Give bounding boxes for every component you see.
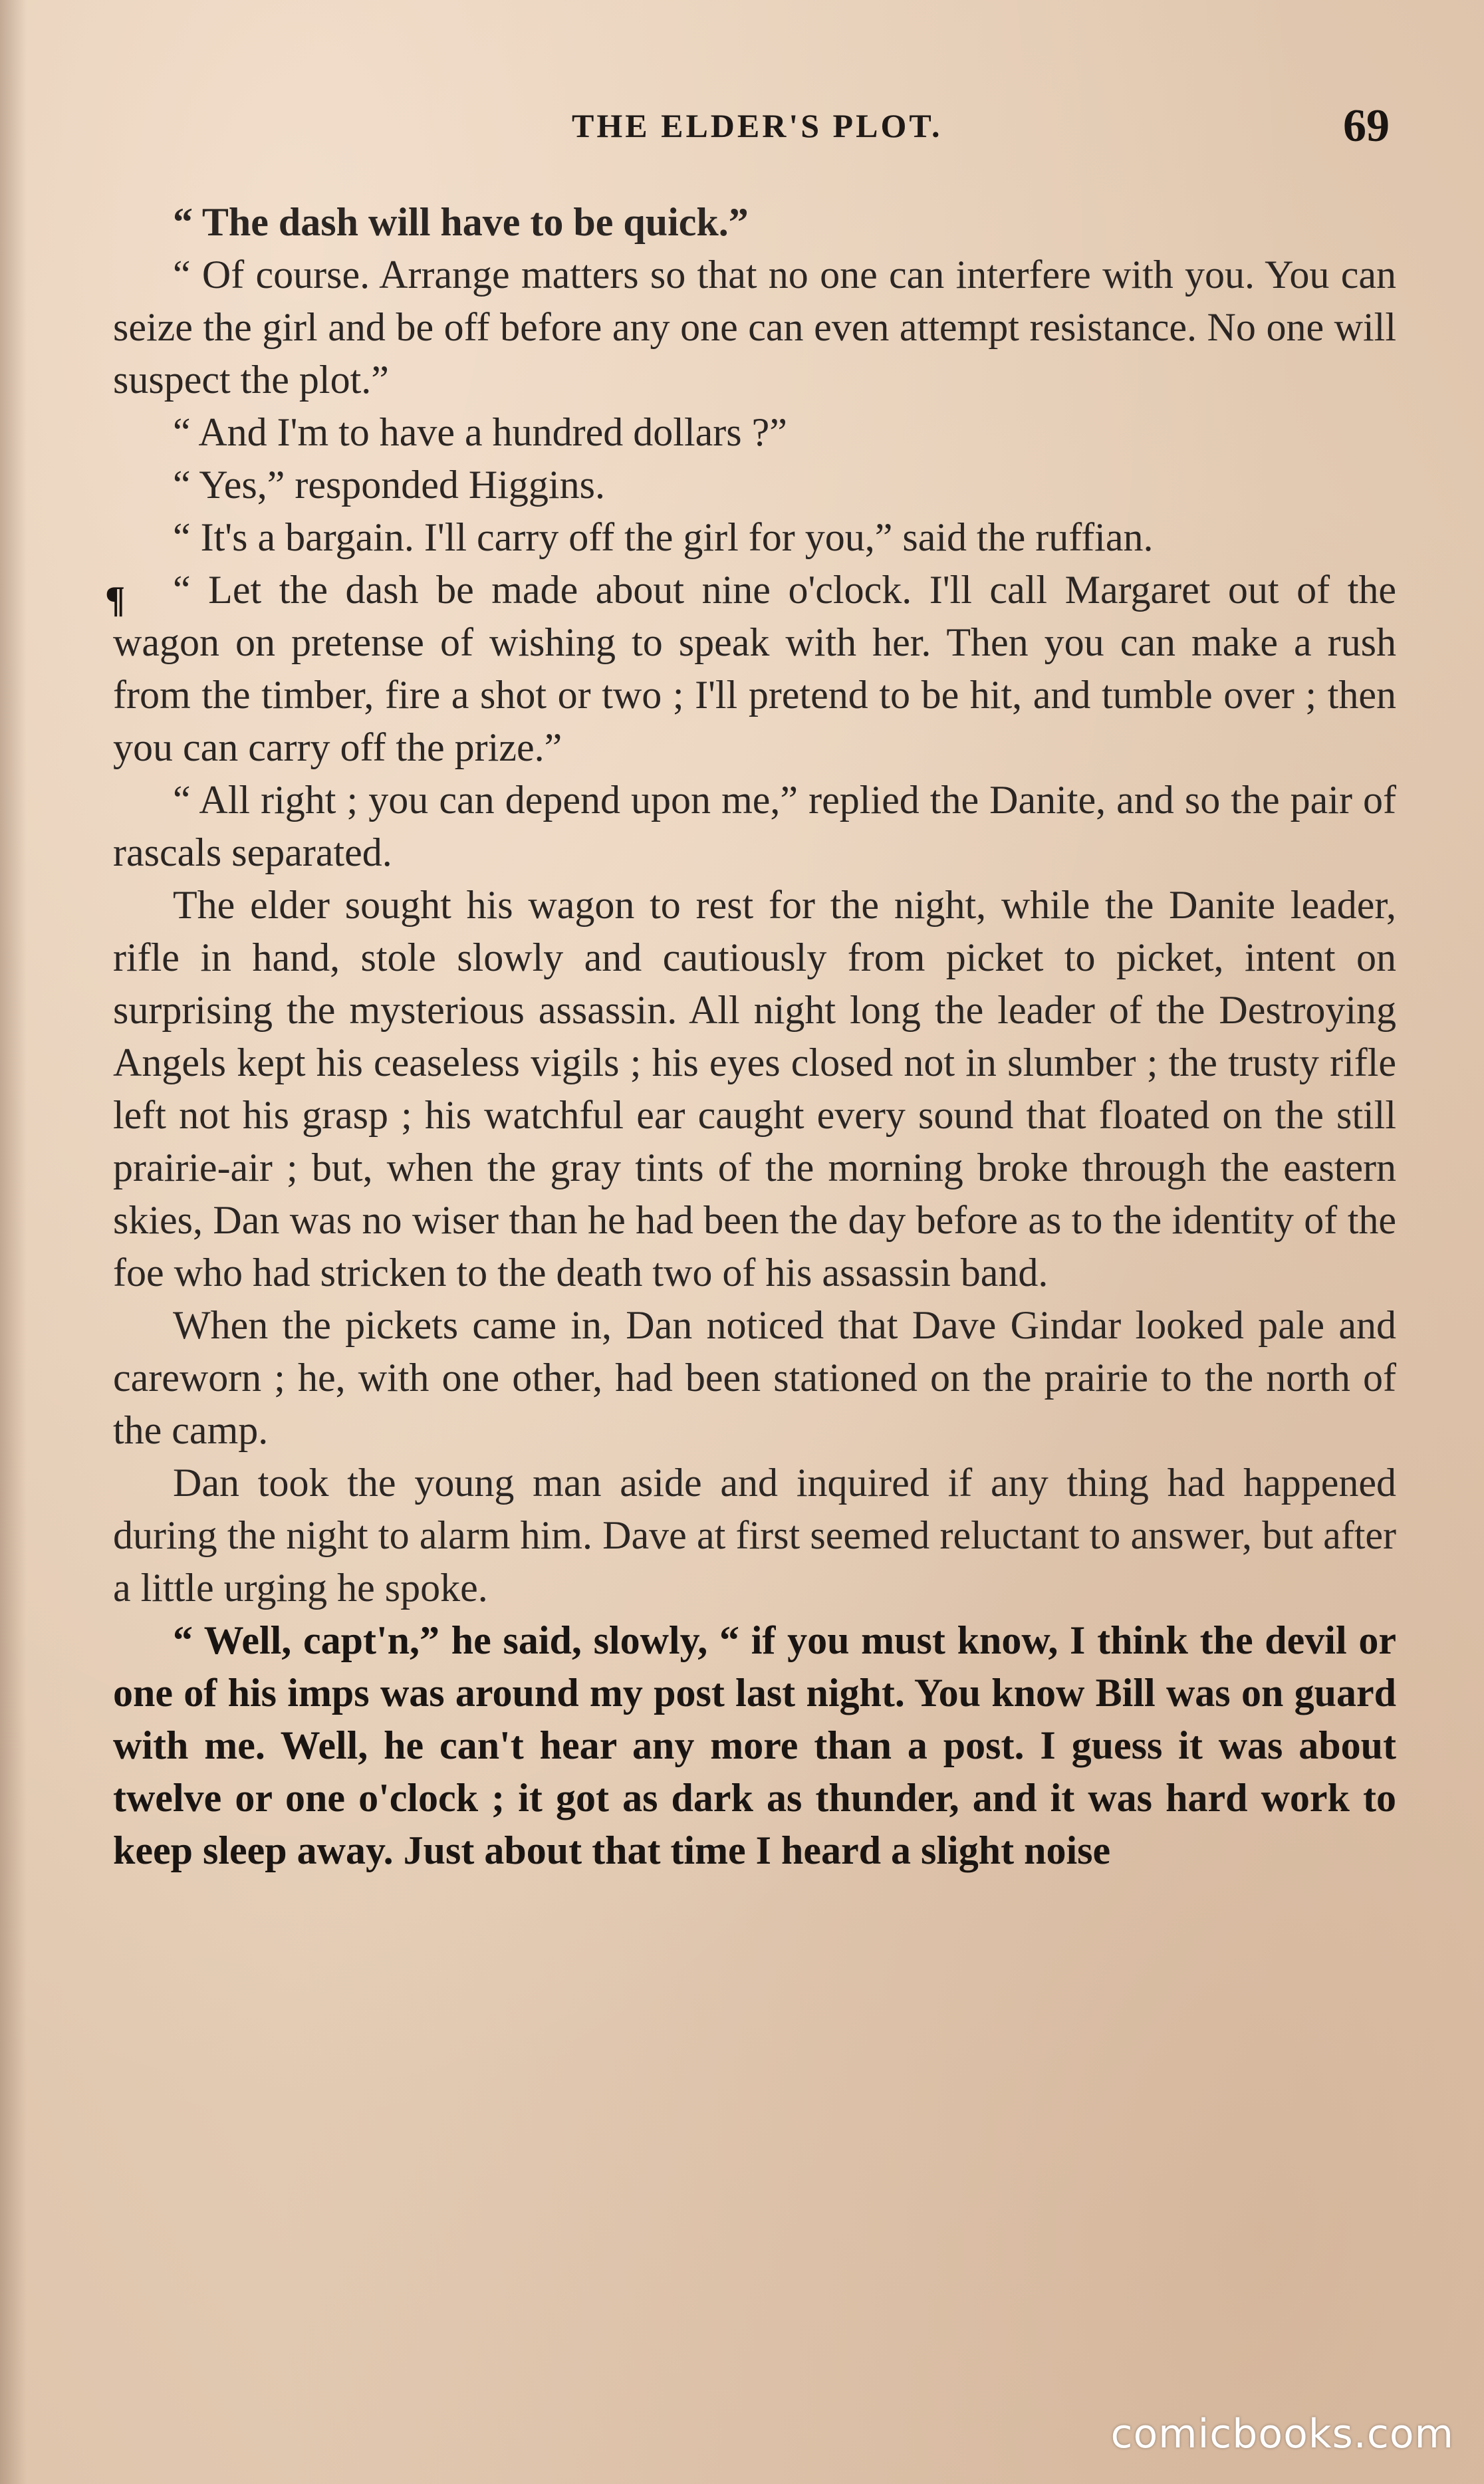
paragraph: “ All right ; you can depend upon me,” replied the Danite, and so the pair of rascals separated. <box>113 778 1396 874</box>
paragraph: “ Let the dash be made about nine o'clock. I'll call Margaret out of the wagon on pretense of wishing to speak with her. Then you can make a rush from the timber, fire a shot or two ; I'll pretend to be hit, and tumble over ; then you can carry off the prize.” <box>113 568 1396 769</box>
paragraph: “ The dash will have to be quick.” <box>173 200 749 244</box>
paragraph: When the pickets came in, Dan noticed that Dave Gindar looked pale and careworn ; he, with one other, had been stationed on the prairie to the north of the camp. <box>113 1303 1396 1452</box>
paragraph: “ Well, capt'n,” he said, slowly, “ if you must know, I think the devil or one of his imps was around my post last night. You know Bill was on guard with me. Well, he can't hear any more than a post. I guess it was about twelve or one o'clock ; it got as dark as thunder, and it was hard work to keep sleep away. Just about that time I heard a slight noise <box>113 1618 1396 1872</box>
paragraph: “ It's a bargain. I'll carry off the girl for you,” said the ruffian. <box>173 515 1154 559</box>
running-head: THE ELDER'S PLOT. <box>572 107 943 144</box>
page-number: 69 <box>1343 100 1390 152</box>
paragraph: “ Yes,” responded Higgins. <box>173 463 605 507</box>
body-text <box>113 196 1396 1877</box>
paragraph: Dan took the young man aside and inquired if any thing had happened during the night to alarm him. Dave at first seemed reluctant to answer, but after a little urging he spoke. <box>113 1461 1396 1610</box>
margin-mark: ¶ <box>105 579 126 620</box>
paragraph: The elder sought his wagon to rest for the night, while the Danite leader, rifle in hand, stole slowly and cautiously from picket to picket, intent on surprising the mysterious assassin. All night long the leader of the Destroying Angels kept his ceaseless vigils ; his eyes closed not in slumber ; the trusty rifle left not his grasp ; his watchful ear caught every sound that floated on the still prairie-air ; but, when the gray tints of the morning broke through the eastern skies, Dan was no wiser than he had been the day before as to the identity of the foe who had stricken to the death two of his assassin band. <box>113 883 1396 1295</box>
paragraph: “ And I'm to have a hundred dollars ?” <box>173 410 787 454</box>
watermark-logo: comicbooks.com <box>1110 2411 1454 2457</box>
page-header <box>113 100 1410 153</box>
page-edge-shadow <box>0 0 27 2484</box>
paragraph: “ Of course. Arrange matters so that no one can interfere with you. You can seize the girl and be off before any one can even attempt resistance. No one will suspect the plot.” <box>113 253 1396 402</box>
